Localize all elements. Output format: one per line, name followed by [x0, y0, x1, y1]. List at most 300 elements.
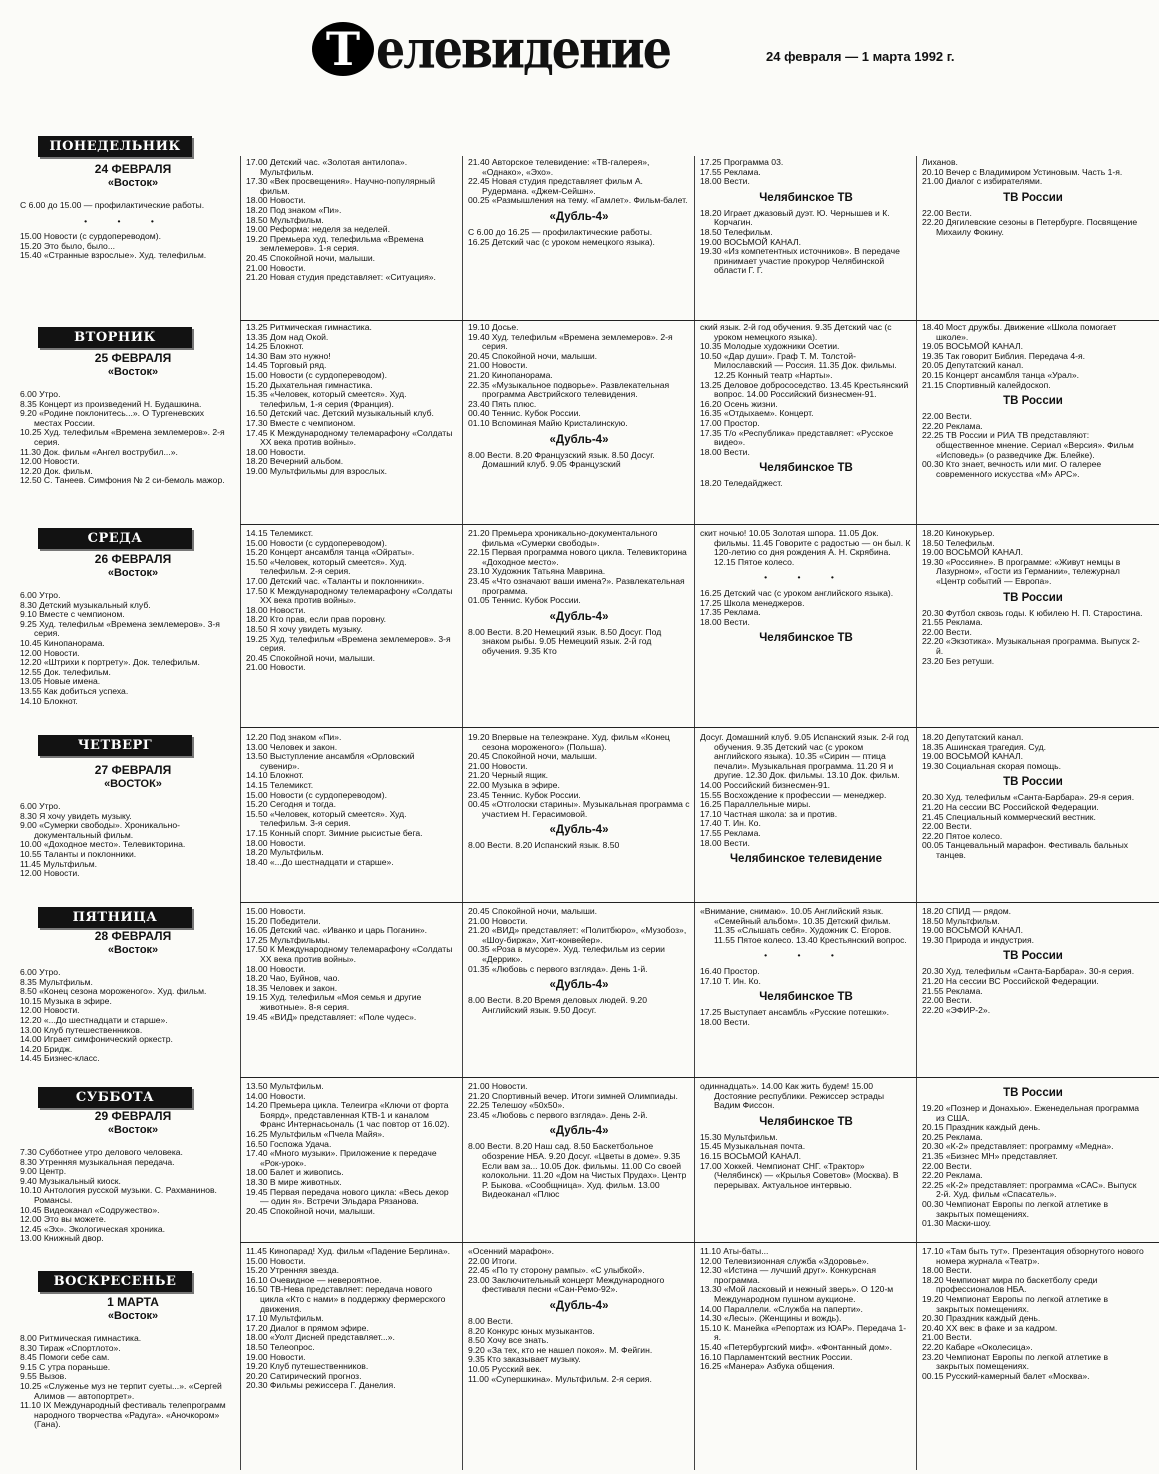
day-date: 24 ФЕВРАЛЯ: [94, 162, 172, 176]
program-listing: 22.00 Вести.: [922, 1160, 972, 1171]
day-channel: «Восток»: [107, 366, 159, 378]
program-listing: 17.10 Т. Ин. Ко.: [700, 975, 761, 986]
program-listing: 00.35 «Роза в мусоре». Худ. телефильм из серии «Деррик».: [468, 944, 665, 964]
program-listing: 18.00 Новости.: [246, 195, 306, 206]
program-listing: 23.20 Чемпионат Европы по легкой атлетике в закрытых помещениях.: [922, 1351, 1109, 1372]
schedule-column: [468, 529, 690, 729]
program-listing: 22.20 Пятое колесо.: [922, 830, 1003, 841]
channel-heading: «Дубль-4»: [549, 610, 609, 623]
program-listing: 15.20 Сегодня и тогда.: [246, 799, 336, 810]
program-listing: 21.20 Новая студия представляет: «Ситуация».: [246, 272, 436, 283]
program-listing: 21.00 Новости.: [468, 1082, 528, 1091]
program-listing: 22.25 «К-2» представляет: программа «САС». Выпуск 2-й. Худ. фильм «Спасатель».: [922, 1179, 1137, 1200]
program-listing: 17.40 Т. Ин. Ко.: [700, 818, 761, 829]
schedule-column: [20, 1334, 232, 1466]
program-listing: 18.00 Новости.: [246, 604, 306, 615]
program-listing: 20.30 Худ. телефильм «Санта-Барбара». 29-я серия.: [922, 792, 1135, 803]
program-listing: 19.30 Природа и индустрия.: [922, 934, 1035, 945]
newspaper-logo: [312, 17, 690, 81]
program-listing: 16.40 Простор.: [700, 965, 760, 976]
program-listing: 19.00 ВОСЬМОЙ КАНАЛ.: [922, 925, 1023, 936]
program-listing: 21.20 Кинопанорама.: [468, 369, 553, 380]
program-listing: 22.25 Телешоу «50х50».: [468, 1100, 565, 1111]
program-listing: 22.00 Вести.: [922, 626, 972, 637]
program-listing: 10.50 «Дар души». Граф Т. М. Толстой-Милославский — Россия. 11.35 Док. фильмы. 12.25 Конный театр «Нарты».: [700, 350, 897, 380]
program-listing: 14.00 Новости.: [246, 1090, 306, 1101]
program-listing: 15.50 «Человек, который смеется». Худ. телефильм. 3-я серия.: [246, 808, 407, 829]
program-listing: 13.00 Клуб путешественников.: [20, 1024, 143, 1035]
program-listing: 21.35 «Бизнес МН» представляет.: [922, 1150, 1058, 1161]
program-listing: 20.25 Реклама.: [922, 1131, 983, 1142]
day-heading-3: СРЕДА: [38, 528, 192, 549]
program-listing: 14.00 Российский бизнесмен-91.: [700, 779, 830, 790]
program-listing: 15.20 Концерт ансамбля танца «Ойраты».: [246, 547, 415, 558]
program-listing: 22.00 Итоги.: [468, 1255, 518, 1266]
program-listing: Лиханов.: [922, 158, 958, 167]
schedule-column: [700, 1082, 912, 1243]
program-listing: 15.00 Новости (с сурдопереводом).: [246, 789, 387, 800]
program-listing: 21.20 Спортивный вечер. Итоги зимней Олимпиады.: [468, 1090, 678, 1101]
program-listing: 23.20 Без ретуши.: [922, 655, 995, 666]
program-listing: 19.30 «Из компетентных источников». В передаче принимает участие прокурор Челябинской области Г. Г.: [700, 246, 900, 276]
program-listing: 17.40 «Много музыки». Приложение к передаче «Рок-урок».: [246, 1148, 437, 1168]
program-listing: 20.15 Концерт ансамбля танца «Урал».: [922, 369, 1079, 380]
program-listing: 22.20 Реклама.: [922, 1170, 983, 1181]
program-listing: 23.40 Пять плюс.: [468, 398, 537, 409]
program-listing: 14.25 Блокнот.: [246, 341, 304, 352]
program-listing: 18.00 «Уолт Дисней представляет...».: [246, 1332, 395, 1343]
program-listing: 19.20 Клуб путешественников.: [246, 1361, 369, 1372]
program-listing: 15.00 Новости.: [246, 1255, 306, 1266]
program-listing: 12.00 Новости.: [20, 456, 80, 467]
program-listing: 21.00 Новости.: [468, 915, 528, 926]
program-listing: 18.50 Мультфильм.: [246, 214, 324, 225]
program-listing: 19.20 Впервые на телеэкране. Худ. фильм «Конец сезона мороженого» (Польша).: [468, 733, 670, 752]
program-listing: 16.10 Очевидное — невероятное.: [246, 1274, 382, 1285]
program-listing: 21.00 Новости.: [246, 262, 306, 273]
program-listing: 12.00 Новости.: [20, 1005, 80, 1016]
program-listing: 17.35 Реклама.: [700, 607, 761, 618]
program-listing: 12.20 Под знаком «Пи».: [246, 733, 342, 742]
schedule-column: [246, 158, 456, 319]
day-heading-7: ВОСКРЕСЕНЬЕ: [38, 1271, 192, 1292]
program-listing: 20.45 Спокойной ночи, малыши.: [246, 252, 376, 263]
program-listing: 10.10 Антология русской музыки. С. Рахманинов. Романсы.: [20, 1185, 217, 1205]
program-listing: 14.10 Блокнот.: [20, 695, 78, 706]
program-listing: 8.00 Вести. 8.20 Французский язык. 8.50 Досуг. Домашний клуб. 9.05 Французский: [468, 449, 655, 470]
program-listing: 9.00 «Сумерки свободы». Хроникально-документальный фильм.: [20, 820, 180, 840]
schedule-column: [468, 158, 690, 319]
program-listing: 13.30 «Мой ласковый и нежный зверь». О 120-м Международном пушном аукционе.: [700, 1284, 894, 1304]
program-listing: 20.45 Спокойной ночи, малыши.: [246, 652, 376, 663]
logo-word: елевидение: [376, 17, 671, 81]
day-channel: «ВОСТОК»: [104, 778, 162, 790]
program-listing: 18.00 Балет и живопись.: [246, 1167, 344, 1178]
program-listing: 17.55 Реклама.: [700, 827, 761, 838]
program-listing: 14.10 Блокнот.: [246, 770, 304, 781]
program-listing: 15.00 Новости.: [246, 907, 306, 916]
program-listing: 11.10 IX Международный фестиваль телепрограмм народного творчества «Радуга». «Аночкором» (Гана).: [20, 1400, 226, 1430]
program-listing: 8.30 Утренняя музыкальная передача.: [20, 1156, 175, 1167]
program-listing: 20.30 «К-2» представляет: программу «Медна».: [922, 1141, 1114, 1152]
program-listing: 22.35 «Музыкальное подворье». Развлекательная программа Австрийского телевидения.: [468, 379, 670, 400]
program-listing: 15.00 Новости (с сурдопереводом).: [246, 537, 387, 548]
program-listing: 19.00 Реформа: неделя за неделей.: [246, 224, 390, 235]
program-listing: 12.20 «Штрихи к портрету». Док. телефильм.: [20, 657, 200, 668]
day-channel: «Восток»: [107, 944, 159, 956]
program-listing: 14.30 «Лесы». (Женщины и вождь).: [700, 1313, 842, 1324]
program-listing: 13.35 Дом над Окой.: [246, 331, 329, 342]
program-listing: 9.25 Худ. телефильм «Времена землемеров». 3-я серия.: [20, 618, 220, 639]
program-listing: 12.00 Новости.: [20, 647, 80, 658]
schedule-column: [922, 733, 1144, 903]
program-listing: 23.00 Заключительный концерт Международного фестиваля песни «Сан-Ремо-92».: [468, 1274, 665, 1295]
program-listing: 9.40 Музыкальный киоск.: [20, 1175, 121, 1186]
day-date: 28 ФЕВРАЛЯ: [94, 929, 172, 943]
program-listing: 19.45 Первая передача нового цикла: «Весь декор — один я». Встречи Эльдара Рязанова.: [246, 1186, 449, 1207]
program-listing: 14.30 Вам это нужно!: [246, 350, 331, 361]
program-listing: 17.50 К Международному телемарафону «Солдаты XX века против войны».: [246, 585, 453, 606]
program-listing: 19.00 ВОСЬМОЙ КАНАЛ.: [700, 236, 801, 247]
program-listing: 00.15 Русский-камерный балет «Москва».: [922, 1370, 1090, 1381]
program-listing: 8.50 «Конец сезона мороженого». Худ. фильм.: [20, 986, 207, 997]
program-listing: 17.35 Т/о «Республика» представляет: «Русское видео».: [700, 427, 894, 448]
program-listing: 12.20 Док. фильм.: [20, 465, 93, 476]
program-listing: 13.55 Как добиться успеха.: [20, 685, 129, 696]
program-listing: 20.20 Сатирический прогноз.: [246, 1370, 362, 1381]
schedule-column: [246, 1082, 456, 1243]
program-listing: 00.25 «Размышления на тему. «Гамлет». Фильм-балет.: [468, 195, 688, 206]
program-listing: 15.20 Утренняя звезда.: [246, 1265, 339, 1276]
program-listing: 18.00 Новости.: [246, 963, 306, 974]
channel-heading: Челябинское ТВ: [759, 462, 853, 475]
program-listing: 15.55 Восхождение к профессии — менеджер.: [700, 789, 887, 800]
program-listing: 10.55 Таланты и поклонники.: [20, 848, 137, 859]
program-listing: 18.35 Человек и закон.: [246, 982, 338, 993]
program-listing: 18.30 В мире животных.: [246, 1176, 342, 1187]
schedule-column: [20, 390, 232, 524]
program-listing: 14.20 Премьера цикла. Телеигра «Ключи от форта Боярд», представленная КТВ-1 и каналом Франс Интернасьональ (1 час повтор от 16.02).: [246, 1100, 450, 1130]
program-listing: 8.45 Помоги себе сам.: [20, 1352, 110, 1363]
program-listing: 22.20 «Экзотика». Музыкальная программа. Выпуск 2-й.: [922, 636, 1140, 656]
program-listing: 11.45 Кинопарад! Худ. фильм «Падение Берлина».: [246, 1247, 451, 1256]
program-listing: 21.00 Новости.: [468, 760, 528, 771]
schedule-column: [246, 733, 456, 903]
program-listing: 8.00 Вести. 8.20 Наш сад. 8.50 Баскетбольное обозрение НБА. 9.20 Досуг. «Цветы в доме». 9.35 Если вам за... 10.05 Док. фильмы. 11.00 Со своей колокольни. 11.20 «Дом на Чистых Прудах». Центр Р. Быкова. «Сообщница». Худ. фильм. 13.00 Видеоканал «Плюс: [468, 1141, 687, 1200]
program-listing: «Внимание, снимаю». 10.05 Английский язык. «Семейный альбом». 10.35 Детский фильм. 11.35 «Слышать себя». Художник С. Егоров. 11.55 Пятое колесо. 13.40 Крестьянский вопрос.: [700, 907, 907, 945]
program-listing: 11.45 Мультфильм.: [20, 858, 98, 869]
program-listing: 22.45 «По ту сторону рампы». «С улыбкой».: [468, 1265, 645, 1276]
program-listing: 6.00 Утро.: [20, 390, 61, 399]
program-listing: 17.30 «Век просвещения». Научно-популярный фильм.: [246, 176, 436, 196]
day-date: 29 ФЕВРАЛЯ: [94, 1109, 172, 1123]
logo-letter: Т: [312, 22, 374, 76]
program-listing: 20.30 Праздник каждый день.: [922, 1313, 1041, 1324]
program-listing: 17.00 Простор.: [700, 417, 760, 428]
program-listing: 22.25 ТВ России и РИА ТВ представляют: общественное мнение. Сериал «Версия». Фильм «Исповедь» (о разведчике Дж. Блейке).: [922, 430, 1134, 460]
program-listing: 13.05 Новые имена.: [20, 676, 101, 687]
program-listing: 6.00 Утро.: [20, 591, 61, 600]
program-listing: 21.20 Черный ящик.: [468, 770, 548, 781]
program-listing: 18.40 Мост дружбы. Движение «Школа помогает школе».: [922, 323, 1117, 342]
channel-heading: Челябинское ТВ: [759, 991, 853, 1004]
channel-heading: ТВ России: [1003, 591, 1063, 604]
separator-dots: • • •: [84, 215, 168, 226]
day-heading-5: ПЯТНИЦА: [38, 907, 192, 928]
program-listing: 15.20 Победители.: [246, 915, 321, 926]
program-listing: 18.20 Кинокурьер.: [922, 529, 995, 538]
program-listing: 9.00 Центр.: [20, 1166, 67, 1177]
program-listing: 12.50 С. Танеев. Симфония № 2 си-бемоль мажор.: [20, 475, 225, 486]
program-listing: 17.10 «Там быть тут». Презентация обзорнутого нового номера журнала «Театр».: [922, 1247, 1144, 1266]
program-listing: 18.20 Кто прав, если прав поровну.: [246, 614, 387, 625]
program-listing: 18.50 Телеопрос.: [246, 1341, 315, 1352]
program-listing: 18.40 «...До шестнадцати и старше».: [246, 856, 394, 867]
schedule-column: [468, 733, 690, 903]
program-listing: 18.50 Телефильм.: [700, 226, 773, 237]
program-listing: 12.55 Док. телефильм.: [20, 666, 111, 677]
program-listing: 18.35 Ашинская трагедия. Суд.: [922, 741, 1047, 752]
program-listing: 14.45 Торговый ряд.: [246, 360, 327, 371]
channel-heading: Челябинское ТВ: [759, 632, 853, 645]
column-rule: [694, 156, 695, 1470]
program-listing: 10.25 Худ. телефильм «Времена землемеров». 2-я серия.: [20, 427, 225, 447]
program-listing: 8.35 Концерт из произведений Н. Будашкина.: [20, 398, 202, 409]
program-listing: 18.20 Под знаком «Пи».: [246, 204, 342, 215]
program-listing: 22.00 Вести.: [922, 995, 972, 1006]
schedule-column: [700, 158, 912, 319]
channel-heading: ТВ России: [1003, 1087, 1063, 1099]
program-listing: 18.00 Новости.: [246, 446, 306, 457]
program-listing: 10.45 Кинопанорама.: [20, 637, 105, 648]
program-listing: 15.40 «Петербургский миф». «Фонтанный дом».: [700, 1341, 892, 1352]
program-listing: 01.35 «Любовь с первого взгляда». День 1-й.: [468, 963, 648, 974]
program-listing: 12.20 «...До шестнадцати и старше».: [20, 1014, 168, 1025]
program-listing: 22.20 Реклама.: [922, 420, 983, 431]
program-listing: 16.05 Детский час. «Иванко и царь Поганин».: [246, 925, 428, 936]
schedule-column: [20, 591, 232, 731]
program-listing: 14.00 Параллели. «Служба на паперти».: [700, 1303, 863, 1314]
program-listing: 21.00 Новости.: [468, 360, 528, 371]
program-listing: 23.45 «Что означают ваши имена?». Развлекательная программа.: [468, 575, 685, 596]
program-listing: 15.00 Новости (с сурдопереводом).: [246, 369, 387, 380]
program-listing: 21.55 Реклама.: [922, 985, 983, 996]
program-listing: 00.05 Танцевальный марафон. Фестиваль бальных танцев.: [922, 840, 1129, 860]
channel-heading: ТВ России: [1003, 776, 1063, 789]
channel-heading: Челябинское ТВ: [759, 191, 853, 204]
program-listing: скит ночью! 10.05 Золотая шпора. 11.05 Док. фильмы. 11.45 Говорите с радостью — он был. К 120-летию со дня рождения А. Н. Скрябина. 12.15 Пятое колесо.: [700, 529, 911, 567]
day-date: 25 ФЕВРАЛЯ: [94, 351, 172, 365]
schedule-column: [246, 529, 456, 729]
program-listing: Досуг. Домашний клуб. 9.05 Испанский язык. 2-й год обучения. 9.35 Детский час (с уроком английского языка). 10.35 «Сирин — птица печали». Музыкальная программа. 11.20 Я и другие. 12.30 Док. фильмы. 13.10 Док. фильм.: [700, 733, 909, 781]
program-listing: 22.00 Вести.: [922, 207, 972, 218]
program-listing: 17.45 К Международному телемарафону «Солдаты XX века против войны».: [246, 427, 453, 448]
program-listing: 13.25 Деловое добрососедство. 13.45 Крестьянский вопрос. 14.00 Российский бизнесмен-91.: [700, 379, 909, 400]
program-listing: 8.00 Вести.: [468, 1315, 514, 1326]
program-listing: 11.00 «Супершкина». Мультфильм. 2-я серия.: [468, 1373, 652, 1384]
program-listing: 17.25 Выступает ансамбль «Русские потешки».: [700, 1007, 890, 1018]
schedule-column: [922, 529, 1144, 729]
program-listing: 8.30 Детский музыкальный клуб.: [20, 599, 151, 610]
channel-heading: «Дубль-4»: [549, 433, 609, 446]
program-listing: 17.10 Мультфильм.: [246, 1313, 324, 1324]
program-listing: 21.20 На сессии ВС Российской Федерации.: [922, 801, 1099, 812]
program-listing: 17.25 Школа менеджеров.: [700, 597, 805, 608]
program-listing: 13.25 Ритмическая гимнастика.: [246, 323, 372, 332]
program-listing: 13.00 Человек и закон.: [246, 741, 338, 752]
day-date: 26 ФЕВРАЛЯ: [94, 552, 172, 566]
channel-heading: Челябинское ТВ: [759, 1115, 853, 1128]
program-listing: 21.55 Реклама.: [922, 617, 983, 628]
schedule-column: [468, 323, 690, 525]
schedule-column: [922, 907, 1144, 1078]
section-rule: [240, 320, 1159, 321]
program-listing: 16.50 Детский час. Детский музыкальный клуб.: [246, 408, 434, 419]
program-listing: 9.10 Вместе с чемпионом.: [20, 609, 125, 620]
program-listing: 16.50 ТВ-Нева представляет: передача нового цикла «Кто с нами» в поддержку фермерского движения.: [246, 1284, 446, 1314]
program-listing: 00.45 «Отголоски старины». Музыкальная программа с участием Н. Герасимовой.: [468, 799, 690, 819]
schedule-column: [468, 1247, 690, 1468]
program-listing: 16.35 «Отдыхаем». Концерт.: [700, 408, 814, 419]
day-channel: «Восток»: [107, 177, 159, 189]
day-heading-2: ВТОРНИК: [38, 327, 192, 348]
program-listing: 15.50 «Человек, который смеется». Худ. телефильм. 2-я серия.: [246, 556, 407, 577]
program-listing: 20.30 Футбол сквозь годы. К юбилею Н. П. Старостина.: [922, 607, 1143, 618]
program-listing: 22.20 Дягилевские сезоны в Петербурге. Посвящение Михаилу Фокину.: [922, 217, 1138, 237]
program-listing: 20.10 Вечер с Владимиром Устиновым. Часть 1-я.: [922, 166, 1123, 177]
program-listing: 9.15 С утра пораньше.: [20, 1361, 111, 1372]
program-listing: 16.20 Осень жизни.: [700, 398, 778, 409]
channel-heading: ТВ России: [1003, 191, 1063, 204]
schedule-column: [922, 158, 1144, 319]
program-listing: 10.35 Молодые художники Осетии.: [700, 341, 840, 352]
program-listing: 18.20 Вечерний альбом.: [246, 456, 344, 467]
program-listing: 20.45 Спокойной ночи, малыши.: [468, 907, 598, 916]
program-listing: 17.55 Реклама.: [700, 166, 761, 177]
program-listing: 17.00 Детский час. «Таланты и поклонники».: [246, 575, 425, 586]
program-listing: 22.45 Новая студия представляет фильм А. Рудермана. «Джем-Сейшн».: [468, 176, 643, 196]
program-listing: 19.00 Мультфильмы для взрослых.: [246, 465, 388, 476]
program-listing: 12.45 «Эх». Экологическая хроника.: [20, 1223, 165, 1234]
program-listing: 01.05 Теннис. Кубок России.: [468, 595, 581, 606]
program-listing: 20.45 Спокойной ночи, малыши.: [246, 1205, 376, 1216]
program-listing: 21.00 Диалог с избирателями.: [922, 176, 1043, 187]
program-listing: 21.00 Вести.: [922, 1332, 972, 1343]
program-listing: 19.35 Так говорит Библия. Передача 4-я.: [922, 350, 1086, 361]
program-listing: 12.00 Новости.: [20, 868, 80, 879]
program-listing: 19.00 Новости.: [246, 1351, 306, 1362]
program-listing: 17.10 Частная школа: за и против.: [700, 808, 838, 819]
program-listing: 01.10 Вспоминая Майю Кристалинскую.: [468, 417, 628, 428]
program-listing: 16.10 Парламентский вестник России.: [700, 1351, 853, 1362]
program-listing: 17.25 Мультфильмы.: [246, 934, 330, 945]
program-listing: 16.25 «Манера» Азбука общения.: [700, 1361, 835, 1372]
column-rule: [240, 156, 241, 1470]
program-listing: 15.35 «Человек, который смеется». Худ. телефильм, 1-я серия (Франция).: [246, 389, 407, 409]
schedule-column: [20, 802, 232, 903]
program-listing: 18.50 Мультфильм.: [922, 915, 1000, 926]
program-listing: 14.45 Бизнес-класс.: [20, 1053, 100, 1064]
program-listing: 8.00 Ритмическая гимнастика.: [20, 1334, 142, 1343]
program-listing: 19.30 Социальная скорая помощь.: [922, 760, 1062, 771]
program-listing: 22.00 Вести.: [922, 821, 972, 832]
program-listing: 13.50 Выступление ансамбля «Орловский сувенир».: [246, 751, 415, 771]
program-listing: 14.15 Телемикст.: [246, 529, 314, 538]
program-listing: 18.20 Теледайджест.: [700, 478, 783, 489]
program-listing: 19.00 ВОСЬМОЙ КАНАЛ.: [922, 547, 1023, 558]
program-listing: 16.15 ВОСЬМОЙ КАНАЛ.: [700, 1150, 801, 1161]
program-listing: 14.20 Бридж.: [20, 1043, 73, 1054]
channel-heading: «Дубль-4»: [549, 979, 609, 992]
program-listing: 8.20 Конкурс юных музыкантов.: [468, 1325, 595, 1336]
program-listing: 18.50 Я хочу увидеть музыку.: [246, 623, 363, 634]
column-rule: [462, 156, 463, 1470]
day-heading-6: СУББОТА: [38, 1087, 192, 1108]
program-listing: 8.00 Вести. 8.20 Время деловых людей. 9.20 Английский язык. 9.50 Досуг.: [468, 995, 647, 1015]
program-listing: 19.05 ВОСЬМОЙ КАНАЛ.: [922, 341, 1023, 352]
program-listing: 19.20 Чемпионат Европы по легкой атлетике в закрытых помещениях.: [922, 1293, 1109, 1314]
program-listing: 15.20 Дыхательная гимнастика.: [246, 379, 373, 390]
program-listing: 15.20 Это было, было...: [20, 240, 115, 251]
program-listing: 10.05 Русский век.: [468, 1363, 542, 1374]
program-listing: 22.00 Музыка в эфире.: [468, 779, 560, 790]
program-listing: 20.05 Депутатский канал.: [922, 360, 1024, 371]
program-listing: 19.10 Досье.: [468, 323, 519, 332]
program-listing: 23.45 Теннис. Кубок России.: [468, 789, 581, 800]
schedule-column: [468, 907, 690, 1078]
issue-date-range: 24 февраля — 1 марта 1992 г.: [766, 49, 955, 64]
schedule-column: [20, 201, 232, 323]
schedule-column: [700, 733, 912, 903]
program-listing: 17.00 Хоккей. Чемпионат СНГ. «Трактор» (Челябинск) — «Крылья Советов» (Москва). В перерывах. Актуальное интервью.: [700, 1160, 899, 1190]
program-listing: 8.00 Вести. 8.20 Испанский язык. 8.50: [468, 840, 620, 851]
program-listing: 18.00 Вести.: [700, 176, 750, 187]
program-listing: 17.00 Детский час. «Золотая антилопа». Мультфильм.: [246, 158, 408, 177]
day-channel: «Восток»: [107, 567, 159, 579]
channel-heading: ТВ России: [1003, 950, 1063, 963]
program-listing: 16.50 Госпожа Удача.: [246, 1138, 332, 1149]
program-listing: «Осенний марафон».: [468, 1247, 555, 1256]
schedule-column: [20, 968, 232, 1083]
program-listing: 20.30 Худ. телефильм «Санта-Барбара». 30-я серия.: [922, 966, 1135, 977]
program-listing: 15.45 Музыкальная почта.: [700, 1141, 806, 1152]
program-listing: С 6.00 до 15.00 — профилактические работы.: [20, 201, 205, 210]
program-listing: 20.40 XX век: в факе и за кадром.: [922, 1322, 1058, 1333]
program-listing: 20.45 Спокойной ночи, малыши.: [468, 751, 598, 762]
schedule-column: [922, 1247, 1144, 1468]
program-listing: 8.00 Вести. 8.20 Немецкий язык. 8.50 Досуг. Под знаком рыбы. 9.05 Немецкий язык. 2-й год обучения. 9.35 Кто: [468, 626, 662, 656]
program-listing: 00.30 Чемпионат Европы по легкой атлетике в закрытых помещениях.: [922, 1198, 1109, 1219]
program-listing: 17.50 К Международному телемарафону «Солдаты XX века против войны».: [246, 944, 453, 964]
program-listing: 8.30 Я хочу увидеть музыку.: [20, 810, 132, 821]
program-listing: 19.30 «Россияне». В программе: «Живут немцы в Лазурном», «Гости из Германии», тележурнал «Центр событий — Европа».: [922, 556, 1121, 586]
program-listing: 22.20 Кабаре «Околесица».: [922, 1341, 1033, 1352]
program-listing: 20.30 Фильмы режиссера Г. Данелия.: [246, 1380, 396, 1391]
program-listing: 10.25 «Служенье муз не терпит суеты...». «Сергей Алимов — автопортрет».: [20, 1380, 222, 1401]
program-listing: 22.15 Первая программа нового цикла. Телевикторина «Доходное место».: [468, 547, 687, 567]
program-listing: одиннадцать». 14.00 Как жить будем! 15.00 Достояние республики. Режиссер эстрады Вадим Фиссон.: [700, 1082, 885, 1111]
program-listing: 14.00 Играет симфонический оркестр.: [20, 1034, 173, 1045]
program-listing: 21.45 Специальный коммерческий вестник.: [922, 811, 1096, 822]
program-listing: 18.00 Новости.: [246, 837, 306, 848]
program-listing: 00.30 Кто знает, вечность или миг. О галерее современного искусства «М» АРС».: [922, 459, 1102, 479]
program-listing: 9.20 «За тех, кто не нашел покоя». М. Фейгин.: [468, 1344, 653, 1355]
program-listing: 18.00 Вести.: [700, 446, 750, 457]
separator-dots: • • •: [764, 572, 848, 583]
program-listing: 9.35 Кто заказывает музыку.: [468, 1354, 581, 1365]
program-listing: 10.45 Видеоканал «Содружество».: [20, 1204, 160, 1215]
program-listing: 19.20 «Познер и Донахью». Еженедельная программа из США.: [922, 1103, 1140, 1123]
